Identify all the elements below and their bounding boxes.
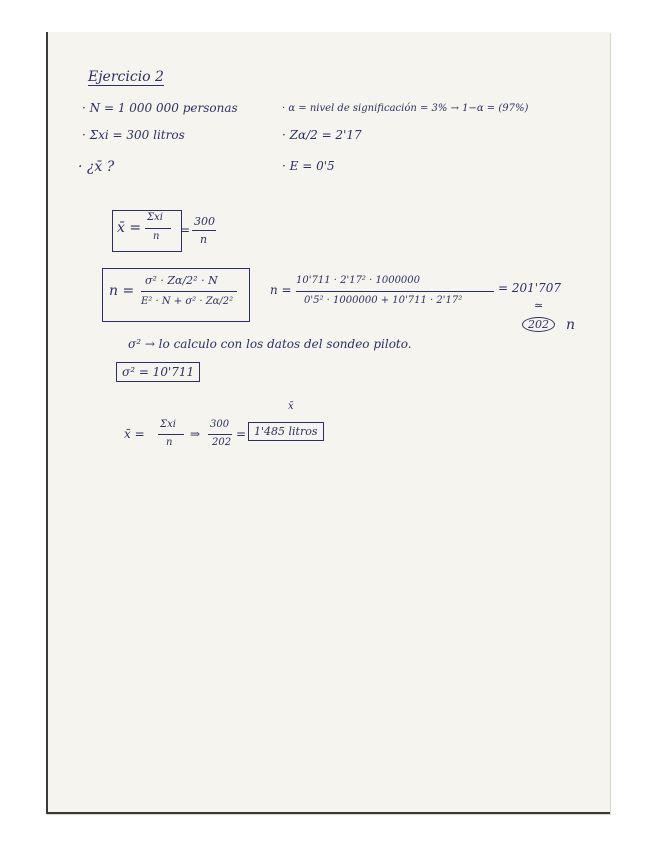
given-error: · E = 0'5 bbox=[282, 159, 335, 173]
given-question: · ¿x̄ ? bbox=[78, 159, 115, 175]
given-sum: · Σxi = 300 litros bbox=[82, 128, 185, 142]
final-num: Σxi bbox=[160, 419, 176, 430]
n-calc-lhs: n = bbox=[270, 283, 292, 297]
given-z: · Zα/2 = 2'17 bbox=[282, 128, 362, 142]
sigma-value-box: σ² = 10'711 bbox=[116, 362, 200, 382]
mean-num2: 300 bbox=[194, 215, 215, 228]
n-calc-approx: ≃ bbox=[534, 299, 544, 312]
given-population: · N = 1 000 000 personas bbox=[82, 101, 238, 115]
final-den2: 202 bbox=[212, 437, 232, 448]
n-calc-unit: n bbox=[566, 317, 576, 333]
final-answer-box: 1'485 litros bbox=[248, 422, 324, 441]
final-hat: x̄ bbox=[288, 401, 294, 412]
sigma-note: σ² → lo calculo con los datos del sondeo piloto. bbox=[128, 337, 412, 351]
given-alpha: · α = nivel de significación = 3% → 1−α = (97%) bbox=[282, 103, 529, 114]
final-lhs: x̄ = bbox=[124, 427, 145, 441]
mean-formula-box: x̄ = Σxi n bbox=[112, 210, 182, 252]
mean-den2: n bbox=[200, 233, 208, 246]
final-den: n bbox=[166, 437, 173, 448]
n-calc-rounded: 202 bbox=[522, 317, 555, 332]
n-calc-num: 10'711 · 2'17² · 1000000 bbox=[296, 275, 421, 286]
n-calc-den: 0'5² · 1000000 + 10'711 · 2'17² bbox=[304, 295, 463, 306]
exercise-title: Ejercicio 2 bbox=[88, 69, 164, 85]
final-arrow: ⇒ bbox=[190, 427, 201, 441]
n-formula-box: n = σ² · Zα/2² · N E² · N + σ² · Zα/2² bbox=[102, 268, 250, 322]
final-eq: = bbox=[236, 427, 247, 441]
notebook-page bbox=[46, 32, 610, 814]
n-calc-result: = 201'707 bbox=[498, 281, 561, 295]
mean-eq: = bbox=[180, 223, 191, 237]
final-num2: 300 bbox=[210, 419, 230, 430]
